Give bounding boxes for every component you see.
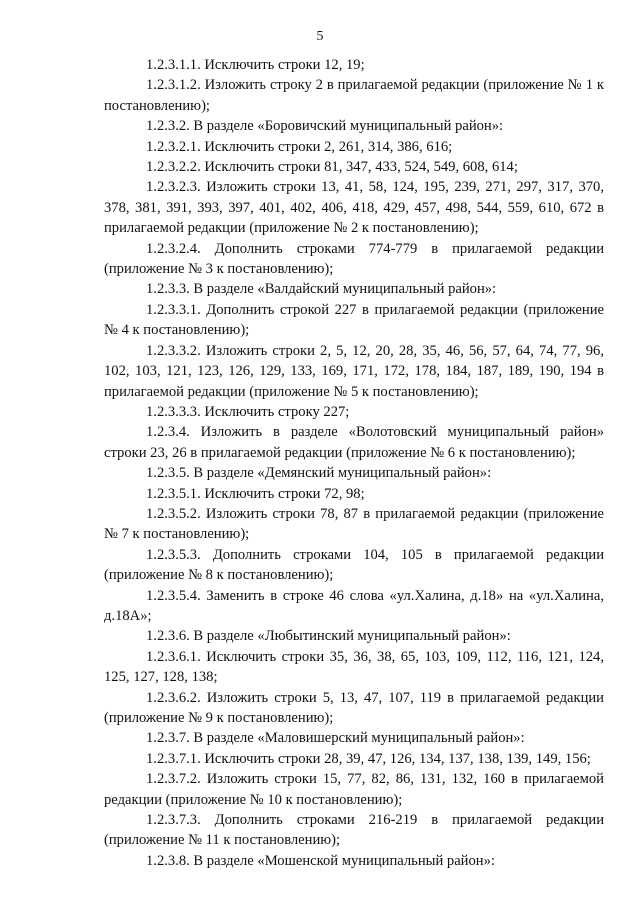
paragraph: 1.2.3.6.1. Исключить строки 35, 36, 38, 65, 103, 109, 112, 116, 121, 124, 125, 127, 128, 138;	[104, 648, 604, 686]
page-number: 5	[316, 29, 324, 44]
document-body	[104, 55, 604, 871]
paragraph: 1.2.3.3. В разделе «Валдайский муниципальный район»:	[146, 281, 497, 298]
paragraph: 1.2.3.7.3. Дополнить строками 216-219 в прилагаемой редакции (приложение № 11 к постановлению);	[104, 812, 604, 849]
paragraph: 1.2.3.2. В разделе «Боровичский муниципальный район»:	[146, 118, 504, 135]
paragraph: 1.2.3.1.2. Изложить строку 2 в прилагаемой редакции (приложение № 1 к постановлению);	[104, 77, 604, 114]
paragraph: 1.2.3.5.4. Заменить в строке 46 слова «ул.Халина, д.18» на «ул.Халина, д.18А»;	[104, 587, 604, 624]
paragraph: 1.2.3.5.1. Исключить строки 72, 98;	[146, 485, 365, 502]
paragraph: 1.2.3.7.2. Изложить строки 15, 77, 82, 86, 131, 132, 160 в прилагаемой редакции (приложение № 10 к постановлению);	[104, 771, 604, 808]
paragraph: 1.2.3.3.3. Исключить строку 227;	[146, 403, 350, 420]
paragraph: 1.2.3.6. В разделе «Любытинский муниципальный район»:	[146, 628, 511, 645]
paragraph: 1.2.3.2.1. Исключить строки 2, 261, 314, 386, 616;	[146, 138, 453, 155]
paragraph: 1.2.3.2.4. Дополнить строками 774-779 в прилагаемой редакции (приложение № 3 к постановлению);	[104, 240, 604, 278]
paragraph: 1.2.3.6.2. Изложить строки 5, 13, 47, 107, 119 в прилагаемой редакции (приложение № 9 к постановлению);	[104, 689, 604, 726]
paragraph: 1.2.3.5.3. Дополнить строками 104, 105 в прилагаемой редакции (приложение № 8 к постановлению);	[104, 546, 604, 584]
paragraph: 1.2.3.5.2. Изложить строки 78, 87 в прилагаемой редакции (приложение № 7 к постановлению);	[104, 505, 604, 543]
paragraph: 1.2.3.8. В разделе «Мошенской муниципальный район»:	[146, 852, 495, 869]
paragraph: 1.2.3.4. Изложить в разделе «Волотовский муниципальный район» строки 23, 26 в прилагаемой редакции (приложение № 6 к постановлению);	[104, 424, 604, 461]
paragraph: 1.2.3.2.3. Изложить строки 13, 41, 58, 124, 195, 239, 271, 297, 317, 370, 378, 381, 391, 393, 397, 401, 402, 406, 418, 429, 457, 498, 544, 559, 610, 672 в прилагаемой редакции (приложение № 2 к постановлению);	[104, 179, 604, 237]
paragraph: 1.2.3.3.2. Изложить строки 2, 5, 12, 20, 28, 35, 46, 56, 57, 64, 74, 77, 96, 102, 103, 121, 123, 126, 129, 133, 169, 171, 172, 178, 184, 187, 189, 190, 194 в прилагаемой редакции (приложение № 5 к постановлению);	[104, 342, 604, 400]
paragraph: 1.2.3.1.1. Исключить строки 12, 19;	[146, 57, 365, 73]
paragraph: 1.2.3.5. В разделе «Демянский муниципальный район»:	[146, 465, 492, 482]
paragraph: 1.2.3.2.2. Исключить строки 81, 347, 433, 524, 549, 608, 614;	[146, 159, 518, 176]
paragraph: 1.2.3.3.1. Дополнить строкой 227 в прилагаемой редакции (приложение № 4 к постановлению);	[104, 301, 604, 339]
paragraph: 1.2.3.7. В разделе «Маловишерский муниципальный район»:	[146, 730, 525, 747]
paragraph: 1.2.3.7.1. Исключить строки 28, 39, 47, 126, 134, 137, 138, 139, 149, 156;	[146, 750, 591, 767]
